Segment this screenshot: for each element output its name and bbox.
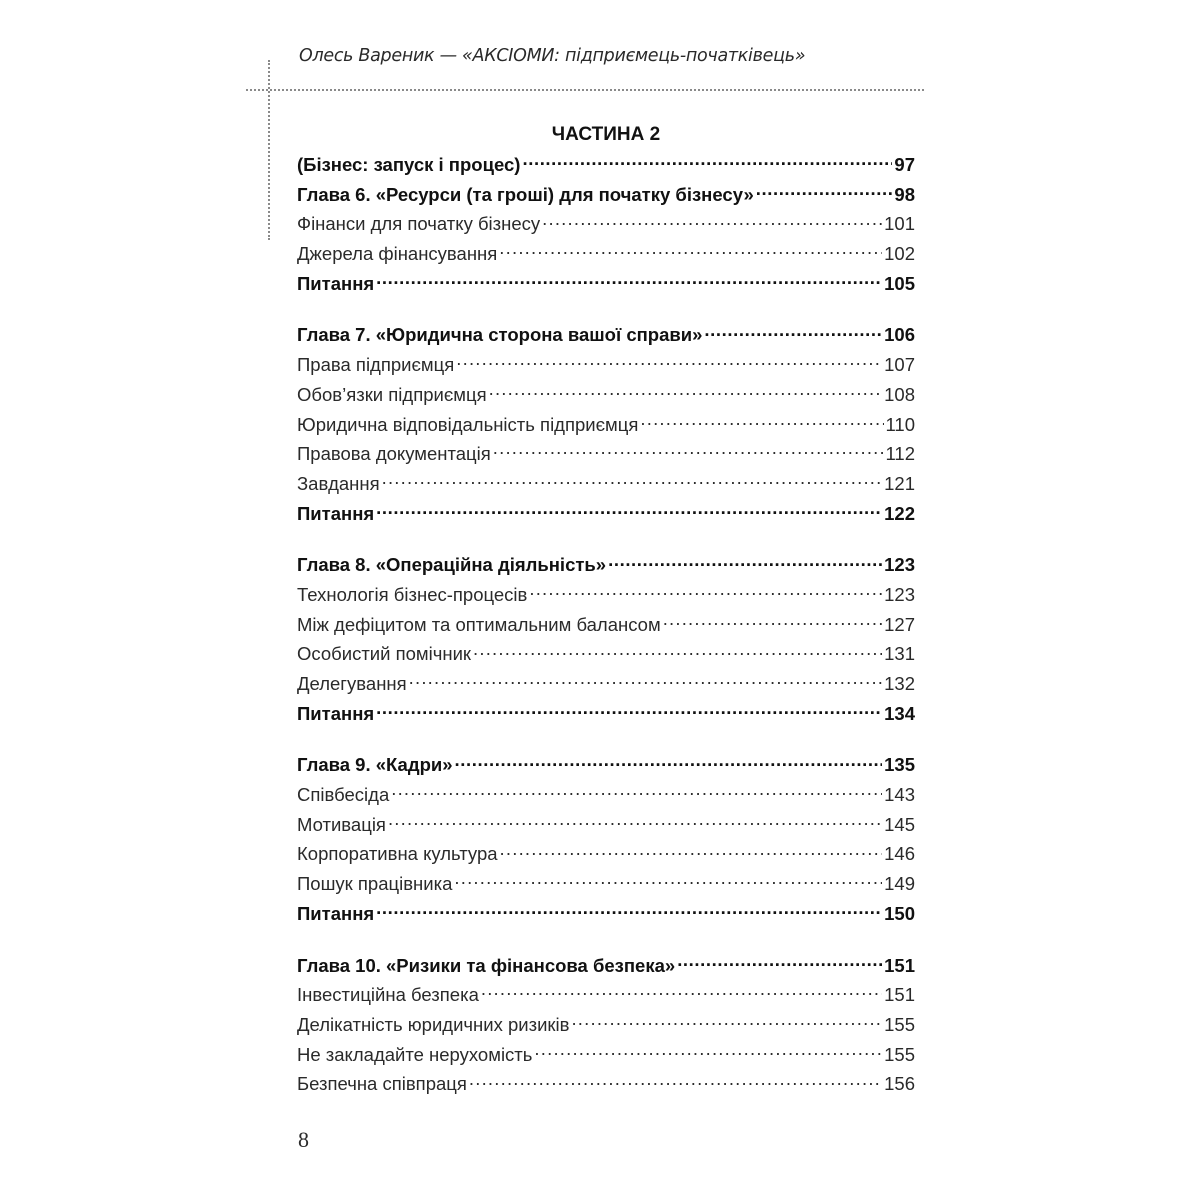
toc-entry-title: Корпоративна культура — [297, 843, 498, 865]
toc-entry-page: 145 — [884, 813, 915, 835]
toc-entry — [297, 1069, 915, 1099]
toc-entry — [297, 350, 915, 380]
toc-entry — [297, 839, 915, 869]
toc-entry — [297, 239, 915, 269]
toc-entry-title: Питання — [297, 902, 375, 924]
toc-section — [297, 550, 915, 728]
toc-entry-title: Особистий помічник — [297, 643, 472, 665]
margin-dotted-rule — [268, 60, 270, 240]
table-of-contents — [297, 120, 915, 1099]
dot-leader — [500, 842, 883, 861]
toc-sections — [297, 150, 915, 1099]
toc-heading-entry — [297, 550, 915, 580]
toc-heading-entry — [297, 150, 915, 180]
dot-leader — [455, 753, 883, 772]
toc-entry-title: Глава 9. «Кадри» — [297, 754, 453, 776]
toc-heading-entry — [297, 899, 915, 929]
toc-entry-title: Правова документація — [297, 443, 491, 465]
toc-entry — [297, 869, 915, 899]
toc-entry-title: Фінанси для початку бізнесу — [297, 213, 541, 235]
toc-entry-title: Між дефіцитом та оптимальним балансом — [297, 613, 661, 635]
toc-entry-title: (Бізнес: запуск і процес) — [297, 154, 521, 175]
toc-entry-title: Питання — [297, 502, 375, 524]
toc-entry-title: Співбесіда — [297, 784, 390, 806]
toc-entry-page: 101 — [884, 213, 915, 235]
dot-leader — [376, 271, 882, 290]
toc-entry-title: Питання — [297, 702, 375, 724]
toc-entry-title: Пошук працівника — [297, 873, 453, 895]
toc-entry-title: Мотивація — [297, 813, 386, 835]
toc-entry — [297, 1010, 915, 1040]
toc-section — [297, 750, 915, 928]
toc-entry — [297, 380, 915, 410]
toc-entry-title: Делегування — [297, 673, 407, 694]
toc-entry-page: 121 — [884, 472, 915, 494]
toc-entry-page: 123 — [884, 554, 915, 576]
toc-entry — [297, 469, 915, 499]
toc-entry — [297, 639, 915, 669]
toc-entry-page: 98 — [894, 183, 915, 205]
dot-leader — [529, 582, 882, 601]
toc-entry-page: 97 — [894, 154, 915, 175]
dot-leader — [391, 783, 882, 802]
toc-entry-page: 131 — [884, 643, 915, 665]
toc-entry — [297, 980, 915, 1010]
dot-leader — [376, 701, 882, 720]
toc-entry-title: Технологія бізнес-процесів — [297, 583, 528, 605]
dot-leader — [489, 382, 883, 401]
toc-entry-page: 151 — [884, 954, 915, 976]
dot-leader — [388, 812, 882, 831]
dot-leader — [454, 872, 882, 891]
toc-entry-page: 150 — [884, 902, 915, 924]
dot-leader — [409, 672, 882, 691]
toc-entry-page: 132 — [884, 673, 915, 694]
toc-section — [297, 951, 915, 1099]
dot-leader — [382, 471, 883, 490]
toc-entry-title: Джерела фінансування — [297, 243, 498, 265]
toc-entry-page: 156 — [884, 1073, 915, 1095]
toc-entry — [297, 410, 915, 440]
toc-entry-page: 135 — [884, 754, 915, 776]
toc-heading-entry — [297, 499, 915, 529]
toc-entry-page: 149 — [884, 873, 915, 895]
toc-entry-page: 105 — [884, 272, 915, 294]
toc-entry-title: Юридична відповідальність підприємця — [297, 413, 639, 435]
toc-entry-page: 122 — [884, 502, 915, 524]
dot-leader — [473, 642, 882, 661]
toc-heading-entry — [297, 951, 915, 981]
running-header-title: Олесь Вареник — «АКСІОМИ: підприємець-початківець» — [299, 46, 806, 66]
toc-entry-title: Завдання — [297, 472, 380, 494]
toc-entry-title: Питання — [297, 272, 375, 294]
toc-entry-title: Глава 8. «Операційна діяльність» — [297, 554, 607, 576]
dot-leader — [522, 153, 892, 172]
dot-leader — [493, 442, 884, 461]
toc-heading-entry — [297, 750, 915, 780]
toc-section — [297, 320, 915, 528]
toc-entry — [297, 439, 915, 469]
toc-entry-title: Глава 10. «Ризики та фінансова безпека» — [297, 954, 676, 976]
toc-entry-page: 155 — [884, 1013, 915, 1035]
toc-entry — [297, 1040, 915, 1070]
toc-entry — [297, 610, 915, 640]
header-dotted-rule — [246, 89, 924, 91]
toc-entry-page: 112 — [885, 443, 915, 465]
dot-leader — [640, 412, 883, 431]
toc-entry-page: 127 — [884, 613, 915, 635]
dot-leader — [663, 612, 882, 631]
toc-entry-page: 155 — [884, 1043, 915, 1065]
toc-entry-title: Не закладайте нерухомість — [297, 1043, 533, 1065]
toc-entry-title: Глава 7. «Юридична сторона вашої справи» — [297, 324, 703, 346]
dot-leader — [704, 323, 882, 342]
toc-entry-title: Глава 6. «Ресурси (та гроші) для початку бізнесу» — [297, 183, 754, 205]
toc-entry-title: Інвестиційна безпека — [297, 984, 479, 1006]
toc-section — [297, 150, 915, 298]
dot-leader — [542, 212, 882, 231]
dot-leader — [469, 1072, 882, 1091]
toc-entry-page: 146 — [884, 843, 915, 865]
toc-entry-title: Права підприємця — [297, 354, 455, 376]
dot-leader — [499, 242, 882, 261]
toc-entry-page: 106 — [884, 324, 915, 346]
dot-leader — [376, 501, 882, 520]
toc-entry-page: 102 — [884, 243, 915, 265]
toc-entry-page: 151 — [884, 984, 915, 1006]
toc-entry-title: Безпечна співпраця — [297, 1073, 467, 1095]
toc-entry-page: 108 — [884, 383, 915, 405]
part-title: ЧАСТИНА 2 — [551, 124, 661, 145]
toc-entry-title: Делікатність юридичних ризиків — [297, 1013, 570, 1035]
toc-entry — [297, 209, 915, 239]
toc-entry-page: 110 — [885, 413, 915, 435]
dot-leader — [608, 553, 882, 572]
dot-leader — [534, 1042, 882, 1061]
dot-leader — [376, 901, 882, 920]
toc-heading-entry — [297, 320, 915, 350]
page-number: 8 — [298, 1127, 309, 1152]
dot-leader — [756, 182, 893, 201]
toc-heading-entry — [297, 269, 915, 299]
dot-leader — [456, 353, 882, 372]
dot-leader — [571, 1012, 882, 1031]
dot-leader — [481, 983, 882, 1002]
toc-entry-page: 123 — [884, 583, 915, 605]
toc-entry-page: 143 — [884, 784, 915, 806]
toc-entry-title: Обов’язки підприємця — [297, 383, 487, 405]
toc-entry-page: 107 — [884, 354, 915, 376]
toc-entry — [297, 780, 915, 810]
toc-heading-entry — [297, 699, 915, 729]
toc-entry — [297, 810, 915, 840]
toc-entry — [297, 580, 915, 610]
dot-leader — [677, 953, 882, 972]
toc-heading-entry — [297, 180, 915, 210]
toc-entry — [297, 669, 915, 699]
toc-entry-page: 134 — [884, 702, 915, 724]
